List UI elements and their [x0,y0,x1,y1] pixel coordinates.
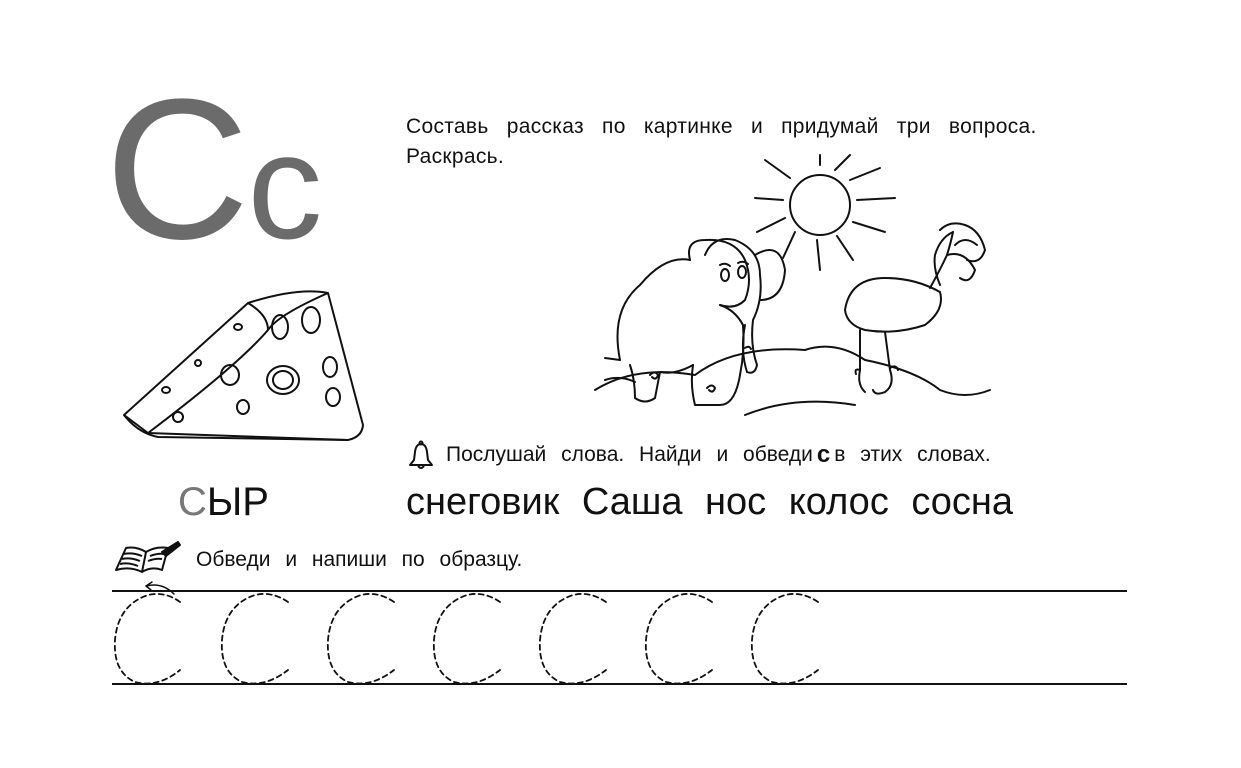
tracing-letter [540,594,606,684]
picture-word-rest: ЫР [206,480,269,524]
task-story-line2: Раскрась. [406,145,505,168]
tracing-letter [115,594,180,684]
task-trace: Обведи и напиши по образцу. [196,548,523,571]
tracing-letter [222,594,288,684]
tracing-letter [434,594,500,684]
task-listen-before: Послушай слова. Найди и обведи [446,443,813,466]
tracing-letter [328,594,394,684]
picture-word-first-letter: С [178,480,207,524]
lowercase-letter: с [247,102,323,270]
task-story-line1: Составь рассказ по картинке и придумай три вопроса. [406,115,1037,138]
words-list: снеговик Саша нос колос сосна [406,481,1014,523]
tracing-letter [646,594,712,684]
uppercase-letter: С [105,58,244,281]
task-listen-letter: с [816,441,831,468]
tracing-letter [752,594,818,684]
task-listen-after: в этих словах. [834,443,991,466]
